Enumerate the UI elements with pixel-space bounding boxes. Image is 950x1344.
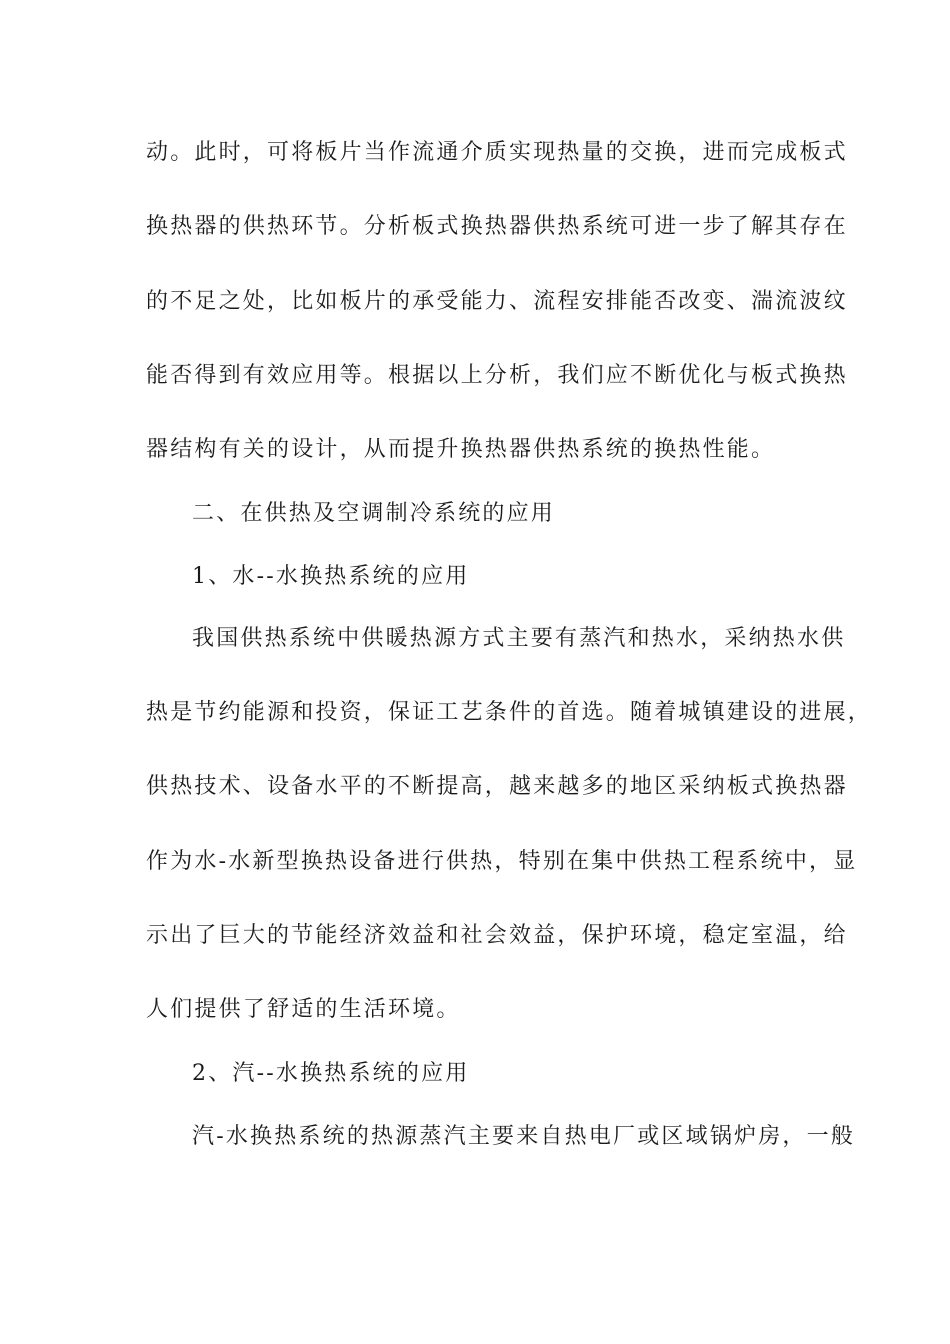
- paragraph-line: 动。此时，可将板片当作流通介质实现热量的交换，进而完成板式: [146, 140, 848, 165]
- paragraph-line: 我国供热系统中供暖热源方式主要有蒸汽和热水，采纳热水供: [192, 626, 846, 651]
- paragraph-line: 换热器的供热环节。分析板式换热器供热系统可进一步了解其存在: [146, 214, 848, 239]
- paragraph-line: 热是节约能源和投资，保证工艺条件的首选。随着城镇建设的进展，: [146, 700, 873, 725]
- paragraph-line: 作为水-水新型换热设备进行供热，特别在集中供热工程系统中，显: [146, 849, 858, 874]
- paragraph-line: 示出了巨大的节能经济效益和社会效益，保护环境，稳定室温，给: [146, 923, 848, 948]
- section-heading: 二、在供热及空调制冷系统的应用: [192, 501, 556, 526]
- paragraph-line: 能否得到有效应用等。根据以上分析，我们应不断优化与板式换热: [146, 363, 848, 388]
- subsection-heading: 1、水--水换热系统的应用: [192, 564, 470, 589]
- subsection-heading: 2、汽--水换热系统的应用: [192, 1061, 470, 1086]
- paragraph-line: 人们提供了舒适的生活环境。: [146, 997, 461, 1022]
- paragraph-line: 器结构有关的设计，从而提升换热器供热系统的换热性能。: [146, 437, 776, 462]
- paragraph-line: 汽-水换热系统的热源蒸汽主要来自热电厂或区域锅炉房，一般: [192, 1124, 856, 1149]
- paragraph-line: 的不足之处，比如板片的承受能力、流程安排能否改变、湍流波纹: [146, 289, 848, 314]
- paragraph-line: 供热技术、设备水平的不断提高，越来越多的地区采纳板式换热器: [146, 774, 848, 799]
